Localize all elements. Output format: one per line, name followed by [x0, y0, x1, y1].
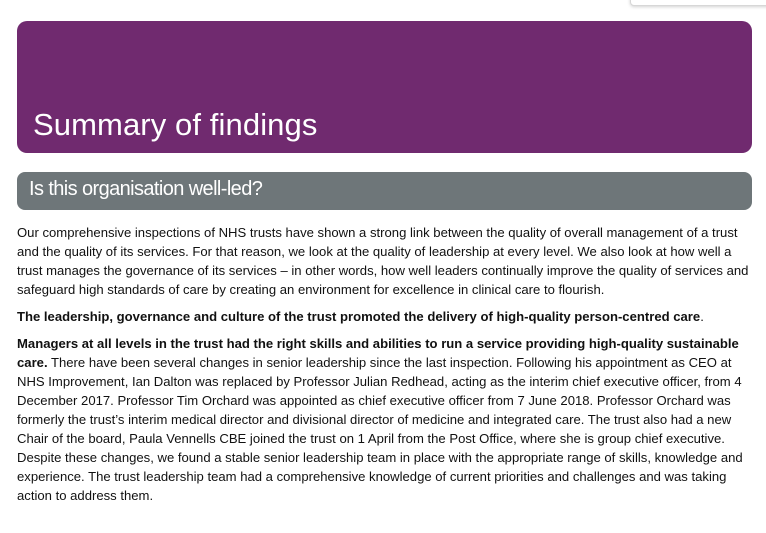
managers-body-text: There have been several changes in senior leadership since the last inspection. Following his appointment as CEO at NHS Improvement, Ian Dalton was replaced by Professor Julian Redhead, acting as the interim chief executive officer, from 4 December 2017. Professor Tim Orchard was appointed as chief executive officer from 7 June 2018. Professor Orchard was formerly the trust’s interim medical director and divisional director of medicine and integrated care. The trust also had a new Chair of the board, Paula Vennells CBE joined the trust on 1 April from the Post Office, where she is group chief executive. Despite these changes, we found a stable senior leadership team in place with the appropriate range of skills, knowledge and experience. The trust leadership team had a comprehensive knowledge of current priorities and challenges and was taking action to address them. — [17, 355, 743, 503]
section-heading: Is this organisation well-led? — [29, 178, 263, 200]
section-heading-bar — [17, 172, 752, 210]
body-text — [17, 223, 752, 513]
key-finding-period: . — [700, 309, 704, 324]
key-finding-paragraph — [17, 307, 752, 326]
intro-paragraph: Our comprehensive inspections of NHS trusts have shown a strong link between the quality of overall management of a trust and the quality of its services. For that reason, we look at the quality of leadership at every level. We also look at how well a trust manages the governance of its services – in other words, how well leaders continually improve the quality of services and safeguard high standards of care by creating an environment for excellence in clinical care to flourish. — [17, 225, 749, 297]
managers-paragraph — [17, 334, 752, 505]
browser-popup-edge — [630, 0, 766, 6]
page-title: Summary of findings — [33, 107, 318, 142]
key-finding-text: The leadership, governance and culture of the trust promoted the delivery of high-quality person-centred care — [17, 309, 701, 324]
managers-lead-text: Managers at all levels in the trust had the right skills and abilities to run a service providing high-quality sustainable care. — [17, 336, 739, 370]
summary-banner — [17, 21, 752, 153]
